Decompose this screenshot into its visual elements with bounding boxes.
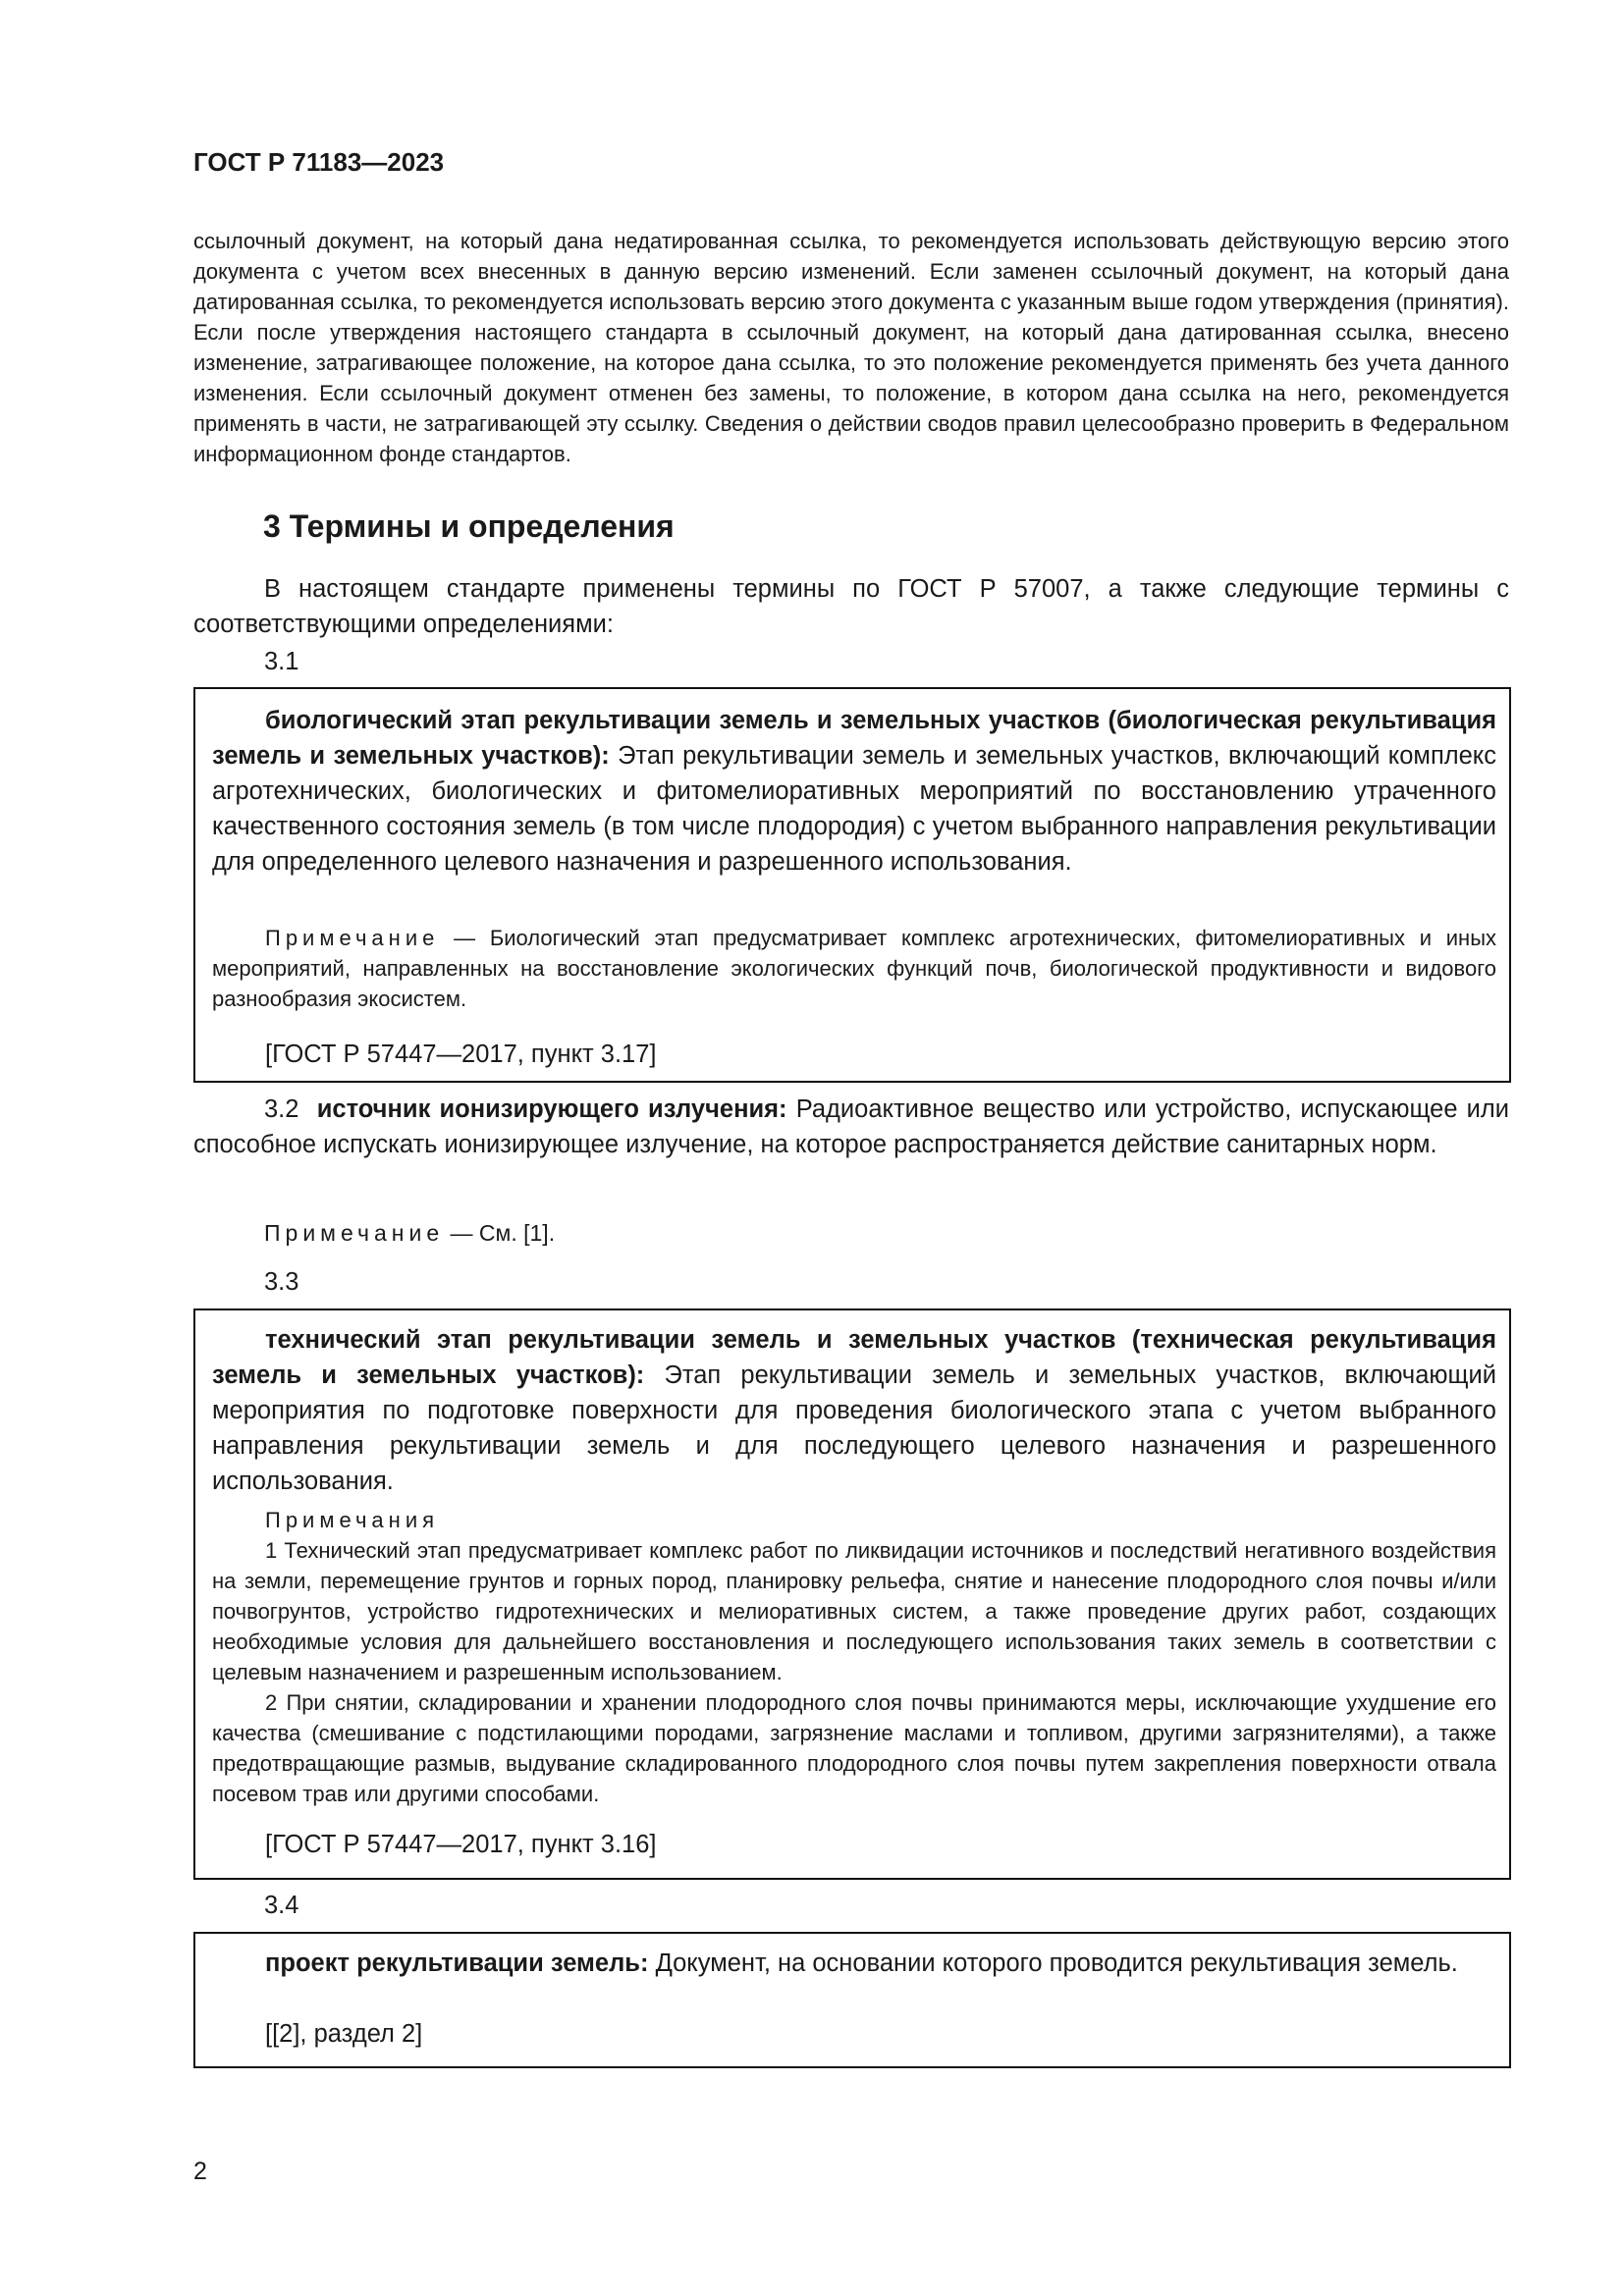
note-text: — Биологический этап предусматривает комплекс агротехнических, фитомелиоративных и иных мероприятий, направленных на восстановление экологических функций почв, биологической продуктивности и видового разнообразия экосистем. — [212, 926, 1497, 1011]
term-text-3-4: Документ, на основании которого проводится рекультивация земель. — [655, 1949, 1458, 1977]
section-intro: В настоящем стандарте применены термины по ГОСТ Р 57007, а также следующие термины с соответствующими определениями: — [193, 575, 1509, 638]
term-note-3-2 — [264, 1218, 555, 1249]
term-title-3-1: биологический этап рекультивации земель и земельных участков (биологическая рекультивация земель и земельных участков): — [212, 707, 1496, 770]
page-number: 2 — [193, 2158, 207, 2185]
section-title: 3 Термины и определения — [263, 508, 675, 544]
term-note-3-3-1: 1 Технический этап предусматривает комплекс работ по ликвидации источников и последствий негативного воздействия на земли, перемещение грунтов и горных пород, планировку рельефа, снятие и нанесение плодородного слоя почвы и/или почвогрунтов, устройство гидротехнических и мелиоративных систем, а также проведение других работ, создающих необходимые условия для дальнейшего восстановления и последующего использования таких земель в соответствии с целевым назначением и разрешенным использованием. — [212, 1538, 1496, 1684]
term-text-3-2: Радиоактивное вещество или устройство, испускающее или способное испускать ионизирующее излучение, на которое распространяется действие санитарных норм. — [193, 1095, 1510, 1158]
term-source-3-1: [ГОСТ Р 57447—2017, пункт 3.17] — [265, 1041, 657, 1068]
term-definition-3-1 — [212, 703, 1496, 880]
term-number-3-1: 3.1 — [264, 648, 299, 675]
document-code-header: ГОСТ Р 71183—2023 — [193, 147, 445, 177]
term-note-3-3-2: 2 При снятии, складировании и хранении плодородного слоя почвы принимаются меры, исключающие ухудшение его качества (смешивание с подстилающими породами, загрязнение маслами и топливом, другими загрязнителями), а также предотвращающие размыв, выдувание складированного плодородного слоя почвы путем закрепления поверхности отвала посевом трав или другими способами. — [212, 1690, 1496, 1806]
term-box-3-1 — [193, 687, 1511, 1083]
term-number-3-3: 3.3 — [264, 1268, 299, 1296]
term-source-3-4: [[2], раздел 2] — [265, 2020, 423, 2048]
term-title-3-2: источник ионизирующего излучения: — [316, 1095, 787, 1123]
term-note-3-1 — [212, 923, 1496, 1014]
note-label: Примечание — [264, 1220, 445, 1246]
note-label: Примечание — [265, 926, 440, 950]
notes-label: Примечания — [265, 1508, 440, 1532]
term-number-3-2: 3.2 — [264, 1095, 299, 1123]
term-box-3-3 — [193, 1308, 1511, 1880]
term-definition-3-3 — [212, 1322, 1496, 1499]
term-source-3-3: [ГОСТ Р 57447—2017, пункт 3.16] — [265, 1831, 657, 1858]
term-number-3-4: 3.4 — [264, 1892, 299, 1919]
term-title-3-3: технический этап рекультивации земель и земельных участков (техническая рекультивация земель и земельных участков): — [212, 1326, 1496, 1389]
term-entry-3-2 — [193, 1092, 1509, 1162]
term-box-3-4 — [193, 1932, 1511, 2068]
term-definition-3-4 — [212, 1946, 1496, 1981]
note-text: — См. [1]. — [450, 1220, 556, 1246]
intro-paragraph: ссылочный документ, на который дана недатированная ссылка, то рекомендуется использовать действующую версию этого документа с учетом всех внесенных в данную версию изменений. Если заменен ссылочный документ, на который дана датированная ссылка, то рекомендуется использовать версию этого документа с указанным выше годом утверждения (принятия). Если после утверждения настоящего стандарта в ссылочный документ, на который дана датированная ссылка, внесено изменение, затрагивающее положение, на которое дана ссылка, то это положение рекомендуется применять без учета данного изменения. Если ссылочный документ отменен без замены, то положение, в котором дана ссылка на него, рекомендуется применять в части, не затрагивающей эту ссылку. Сведения о действии сводов правил целесообразно проверить в Федеральном информационном фонде стандартов. — [193, 229, 1509, 466]
term-text-3-3: Этап рекультивации земель и земельных участков, включающий мероприятия по подготовке поверхности для проведения биологического этапа с учетом выбранного направления рекультивации земель и для последующего целевого назначения и разрешенного использования. — [212, 1362, 1496, 1495]
term-title-3-4: проект рекультивации земель: — [265, 1949, 649, 1977]
term-text-3-1: Этап рекультивации земель и земельных участков, включающий комплекс агротехнических, биологических и фитомелиоративных мероприятий по восстановлению утраченного качественного состояния земель (в том числе плодородия) с учетом выбранного направления рекультивации для определенного целевого назначения и разрешенного использования. — [212, 742, 1497, 876]
